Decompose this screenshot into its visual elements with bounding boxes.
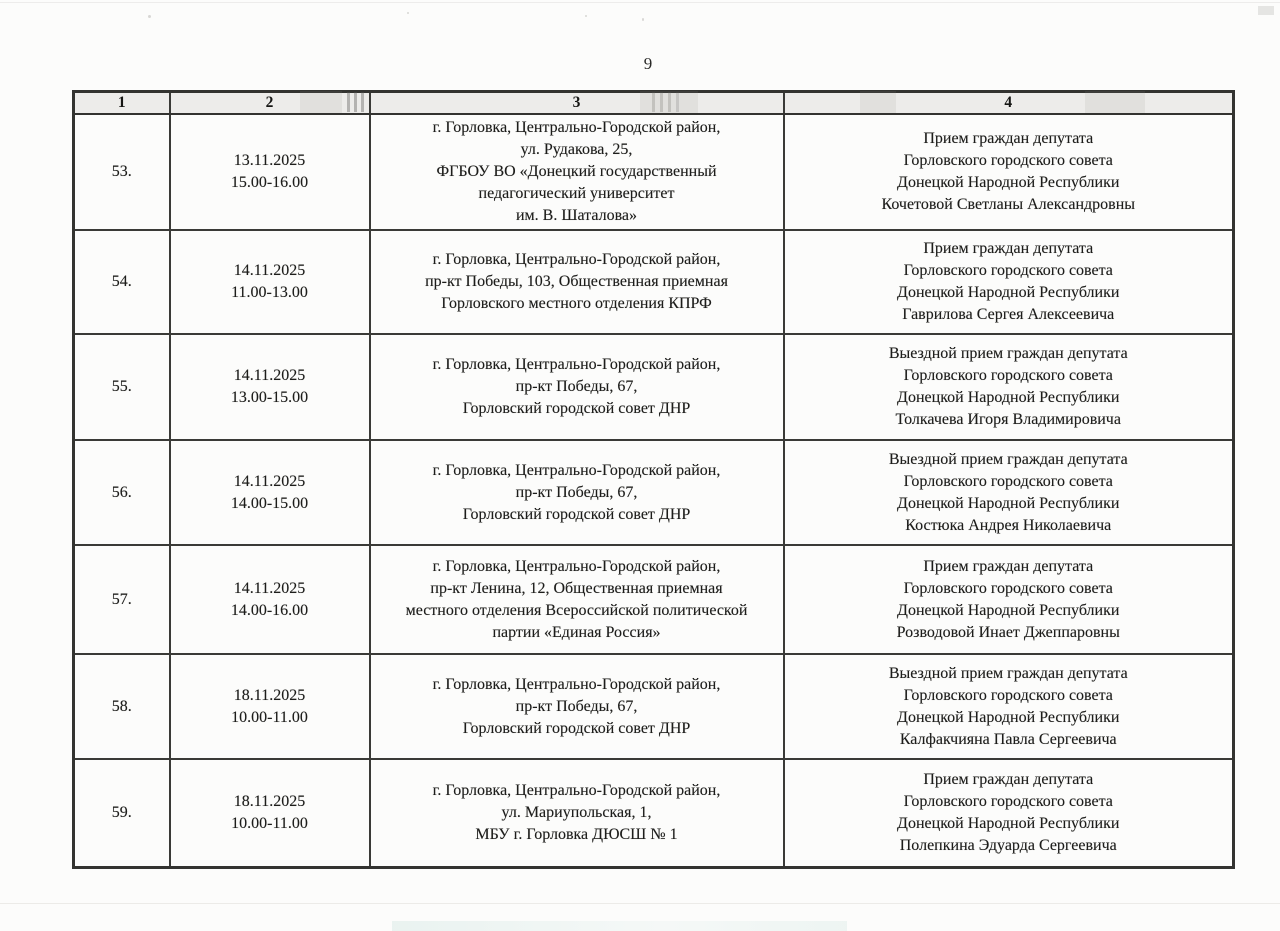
row-number-cell — [74, 230, 170, 334]
location-cell — [370, 334, 784, 440]
row-number-cell — [74, 759, 170, 867]
row-number-cell — [74, 114, 170, 230]
cell-line: Прием граждан депутата — [923, 240, 1094, 257]
cell-line: Прием граждан депутата — [923, 557, 1094, 575]
cell-line: г. Горловка, Центрально-Городской район, — [432, 251, 721, 268]
location-cell — [370, 230, 784, 334]
column-header-2: 2 — [170, 92, 370, 115]
column-header-4: 4 — [784, 92, 1234, 115]
reception-cell — [784, 759, 1234, 867]
cell-line: пр-кт Победы, 67, — [515, 378, 638, 395]
cell-line: ул. Рудакова, 25, — [520, 141, 633, 158]
cell-line: Толкачева Игоря Владимировича — [895, 411, 1121, 428]
cell-line: Донецкой Народной Республики — [897, 284, 1120, 301]
cell-line: 10.00-11.00 — [231, 708, 308, 726]
scan-artifact — [0, 2, 1280, 3]
cell-line: педагогический университет — [478, 185, 675, 202]
scan-artifact — [1258, 6, 1274, 15]
scan-artifact — [392, 921, 847, 931]
cell-line: 18.11.2025 — [233, 792, 306, 810]
cell-line: 55. — [111, 378, 132, 395]
column-header-3: 3 — [370, 92, 784, 115]
cell-line: Донецкой Народной Республики — [897, 174, 1120, 191]
cell-line: 15.00-16.00 — [230, 174, 309, 191]
cell-line: Розводовой Инает Джеппаровны — [896, 623, 1120, 641]
cell-line: г. Горловка, Центрально-Городской район, — [432, 119, 721, 136]
cell-line: Донецкой Народной Республики — [897, 494, 1120, 512]
datetime-cell — [170, 545, 370, 654]
cell-line: Выездной прием граждан депутата — [888, 450, 1128, 468]
cell-line: Выездной прием граждан депутата — [888, 664, 1128, 682]
table-header — [74, 92, 1234, 115]
cell-line: местного отделения Всероссийской политической — [405, 601, 748, 619]
cell-line: г. Горловка, Центрально-Городской район, — [432, 781, 721, 799]
location-cell — [370, 545, 784, 654]
cell-line: г. Горловка, Центрально-Городской район, — [432, 675, 721, 693]
cell-line: Донецкой Народной Республики — [897, 708, 1120, 726]
row-number-cell — [74, 654, 170, 759]
table-row — [74, 334, 1234, 440]
cell-line: 11.00-13.00 — [231, 284, 308, 301]
location-cell — [370, 759, 784, 867]
cell-line: Горловского городского совета — [903, 579, 1113, 597]
cell-line: Гаврилова Сергея Алексеевича — [902, 306, 1115, 323]
datetime-cell — [170, 654, 370, 759]
scan-artifact — [148, 15, 151, 18]
page-number: 9 — [643, 54, 653, 73]
reception-cell — [784, 334, 1234, 440]
schedule-table — [72, 90, 1235, 869]
scan-artifact — [407, 12, 409, 14]
cell-line: ФГБОУ ВО «Донецкий государственный — [436, 163, 717, 180]
cell-line: Кочетовой Светланы Александровны — [881, 196, 1136, 213]
cell-line: Горловского городского совета — [903, 152, 1113, 169]
table-body — [74, 114, 1234, 867]
location-cell — [370, 114, 784, 230]
cell-line: ул. Мариупольская, 1, — [501, 803, 652, 821]
cell-line: г. Горловка, Центрально-Городской район, — [432, 461, 721, 479]
row-number-cell — [74, 545, 170, 654]
reception-cell — [784, 654, 1234, 759]
cell-line: партии «Единая Россия» — [492, 623, 661, 641]
row-number-cell — [74, 334, 170, 440]
cell-line: г. Горловка, Центрально-Городской район, — [432, 356, 721, 373]
reception-cell — [784, 230, 1234, 334]
cell-line: 13.00-15.00 — [230, 389, 309, 406]
cell-line: 59. — [111, 803, 132, 821]
location-cell — [370, 440, 784, 545]
cell-line: Горловского местного отделения КПРФ — [441, 295, 712, 312]
cell-line: Горловского городского совета — [903, 262, 1113, 279]
cell-line: пр-кт Ленина, 12, Общественная приемная — [430, 579, 723, 597]
table-row — [74, 230, 1234, 334]
cell-line: 53. — [111, 163, 132, 180]
cell-line: Горловский городской совет ДНР — [462, 719, 691, 737]
cell-line: Горловского городского совета — [903, 792, 1113, 810]
cell-line: Горловского городского совета — [903, 472, 1113, 490]
cell-line: Донецкой Народной Республики — [897, 601, 1120, 619]
scan-artifact — [585, 15, 587, 17]
cell-line: 14.11.2025 — [233, 367, 306, 384]
cell-line: Прием граждан депутата — [923, 770, 1094, 788]
cell-line: Донецкой Народной Республики — [897, 389, 1120, 406]
datetime-cell — [170, 759, 370, 867]
cell-line: 14.11.2025 — [233, 262, 306, 279]
cell-line: Костюка Андрея Николаевича — [905, 516, 1112, 534]
cell-line: им. В. Шаталова» — [515, 207, 638, 224]
reception-cell — [784, 545, 1234, 654]
row-number-cell — [74, 440, 170, 545]
cell-line: 14.00-15.00 — [230, 494, 309, 512]
cell-line: Горловского городского совета — [903, 367, 1113, 384]
cell-line: Выездной прием граждан депутата — [888, 345, 1128, 362]
cell-line: 58. — [111, 697, 132, 715]
datetime-cell — [170, 440, 370, 545]
cell-line: 13.11.2025 — [233, 152, 306, 169]
location-cell — [370, 654, 784, 759]
table-row — [74, 654, 1234, 759]
table-row — [74, 440, 1234, 545]
reception-cell — [784, 114, 1234, 230]
cell-line: г. Горловка, Центрально-Городской район, — [432, 557, 721, 575]
cell-line: 14.11.2025 — [233, 472, 306, 490]
cell-line: 18.11.2025 — [233, 686, 306, 704]
cell-line: Горловский городской совет ДНР — [462, 400, 691, 417]
cell-line: Полепкина Эдуарда Сергеевича — [899, 836, 1117, 854]
cell-line: 57. — [111, 590, 132, 608]
datetime-cell — [170, 114, 370, 230]
scan-artifact — [0, 903, 1280, 904]
datetime-cell — [170, 334, 370, 440]
cell-line: 14.00-16.00 — [230, 601, 309, 619]
cell-line: 56. — [111, 483, 132, 501]
header-row — [74, 92, 1234, 115]
datetime-cell — [170, 230, 370, 334]
cell-line: пр-кт Победы, 67, — [515, 697, 638, 715]
cell-line: Калфакчияна Павла Сергеевича — [899, 730, 1117, 748]
cell-line: 14.11.2025 — [233, 579, 306, 597]
table-row — [74, 759, 1234, 867]
cell-line: 10.00-11.00 — [231, 814, 308, 832]
cell-line: пр-кт Победы, 67, — [515, 483, 638, 501]
scan-artifact — [642, 18, 644, 21]
cell-line: МБУ г. Горловка ДЮСШ № 1 — [475, 825, 678, 843]
table-row — [74, 545, 1234, 654]
cell-line: Горловский городской совет ДНР — [462, 505, 691, 523]
cell-line: Донецкой Народной Республики — [897, 814, 1120, 832]
column-header-1: 1 — [74, 92, 170, 115]
cell-line: Горловского городского совета — [903, 686, 1113, 704]
table-row — [74, 114, 1234, 230]
reception-cell — [784, 440, 1234, 545]
cell-line: Прием граждан депутата — [923, 130, 1094, 147]
cell-line: 54. — [111, 273, 132, 290]
cell-line: пр-кт Победы, 103, Общественная приемная — [425, 273, 728, 290]
